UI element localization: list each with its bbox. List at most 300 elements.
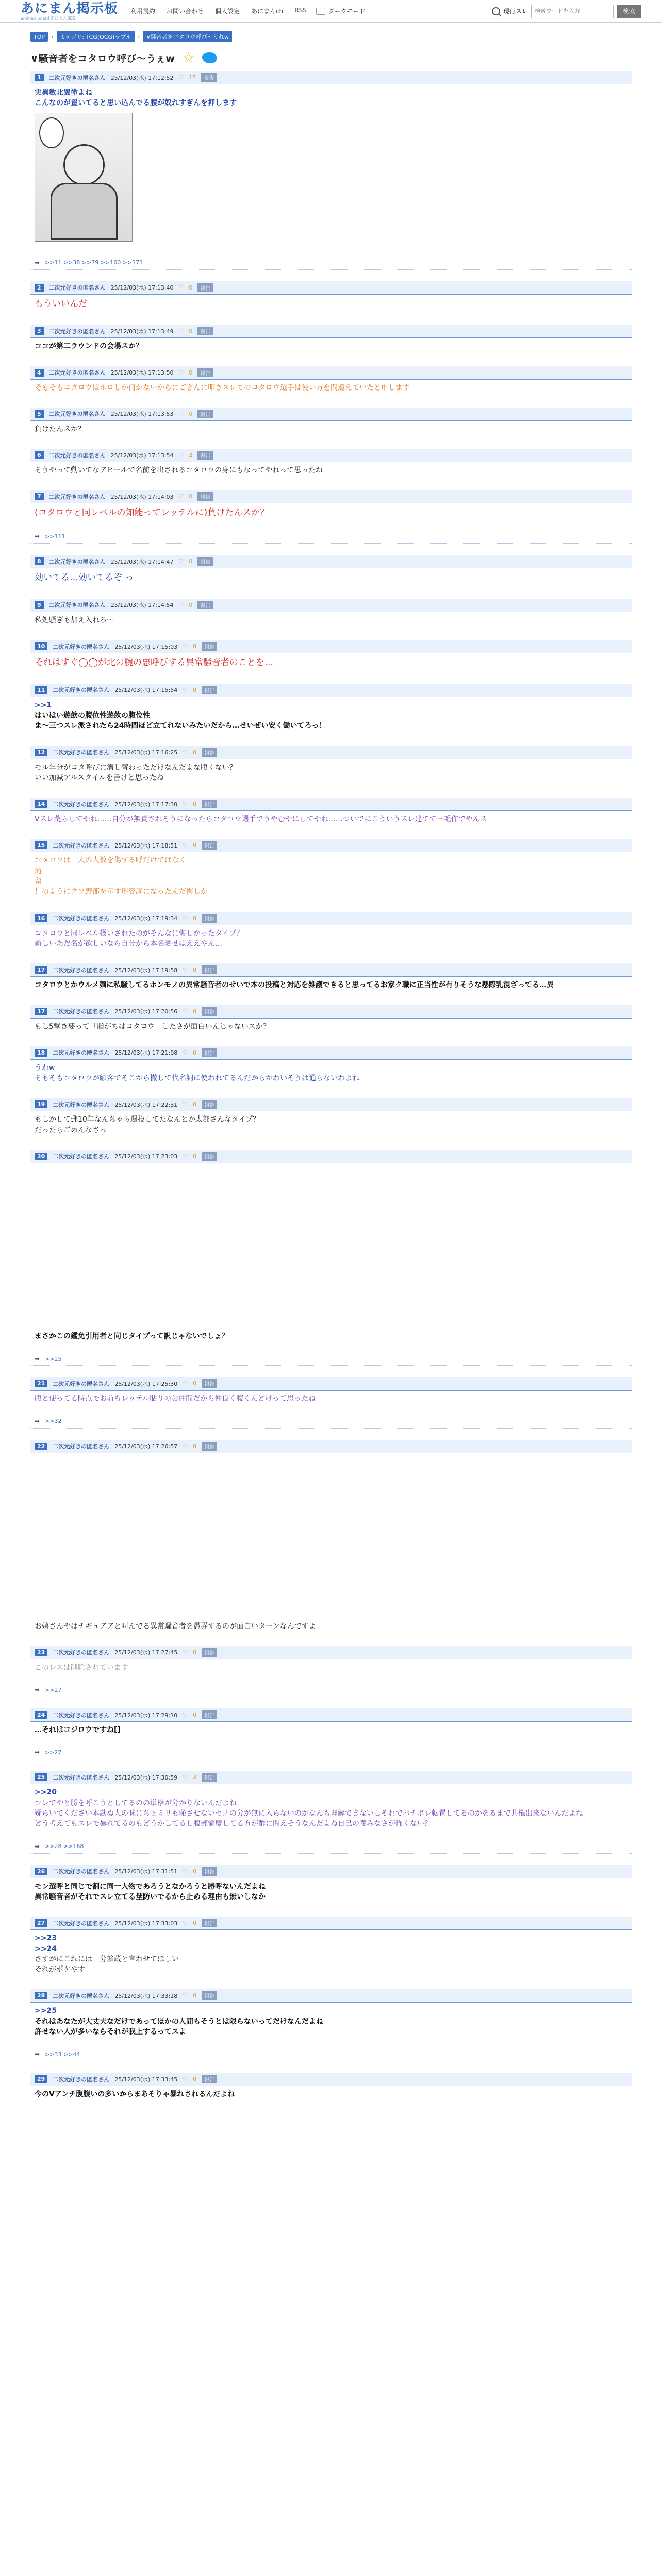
post	[30, 1917, 632, 1978]
like-heart-icon[interactable]: ♡	[178, 74, 184, 81]
report-button[interactable]: 報告	[202, 1867, 217, 1876]
dark-mode-label: ダークモード	[328, 8, 366, 15]
post	[30, 1989, 632, 2061]
like-count: 0	[193, 914, 197, 922]
post	[30, 1150, 632, 1366]
post-date: 25/12/03(水) 17:25:30	[114, 1380, 178, 1387]
report-button[interactable]: 報告	[202, 1773, 217, 1782]
report-button[interactable]: 報告	[202, 1442, 217, 1451]
post-body	[30, 1878, 632, 1906]
post-number[interactable]: 19	[35, 1100, 47, 1108]
post-text-line: うわw	[35, 1063, 55, 1072]
like-heart-icon[interactable]: ♡	[183, 643, 188, 650]
post-date: 25/12/03(水) 17:33:03	[114, 1920, 178, 1927]
post-text-line: 負けたんスか？	[35, 425, 85, 433]
post-body	[30, 84, 632, 249]
post-author: 二次元好きの匿名さん	[48, 558, 106, 565]
post-number[interactable]: 18	[35, 1049, 47, 1057]
post-date: 25/12/03(水) 17:13:54	[110, 452, 174, 459]
post	[30, 1098, 632, 1139]
post-number[interactable]: 29	[35, 2075, 47, 2083]
post-body	[30, 380, 632, 396]
report-button[interactable]: 報告	[202, 1152, 217, 1161]
post-date: 25/12/03(水) 17:22:31	[114, 1101, 178, 1108]
post-header	[30, 839, 632, 852]
post-body	[30, 1163, 632, 1345]
post-body	[30, 295, 632, 314]
search-input[interactable]	[531, 5, 614, 18]
breadcrumb-separator: ›	[137, 33, 140, 40]
breadcrumb-top[interactable]: TOP	[30, 32, 48, 42]
report-button[interactable]: 報告	[202, 686, 217, 694]
thread-title-row	[30, 50, 632, 65]
post-number[interactable]: 25	[35, 1773, 47, 1781]
like-heart-icon[interactable]: ♡	[183, 686, 188, 693]
post-body	[30, 462, 632, 479]
like-heart-icon[interactable]: ♡	[183, 1920, 188, 1927]
report-button[interactable]: 報告	[202, 1919, 217, 1927]
post-author: 二次元好きの匿名さん	[48, 284, 106, 292]
post-header	[30, 1708, 632, 1722]
report-button[interactable]: 報告	[202, 2075, 217, 2083]
post	[30, 839, 632, 900]
reply-link[interactable]: >>25	[45, 1355, 62, 1362]
post-author: 二次元好きの匿名さん	[53, 1443, 110, 1450]
post	[30, 1005, 632, 1035]
post-date: 25/12/03(水) 17:13:40	[110, 284, 174, 292]
post	[30, 490, 632, 544]
post-image[interactable]	[35, 113, 133, 242]
like-count: 0	[193, 1649, 197, 1656]
post-body	[30, 1019, 632, 1035]
breadcrumb-separator: ›	[51, 33, 54, 40]
reply-link[interactable]: >>27	[45, 1686, 62, 1693]
like-heart-icon[interactable]: ♡	[178, 328, 184, 335]
post-header	[30, 1440, 632, 1453]
like-count: 0	[193, 801, 197, 808]
site-header	[0, 0, 662, 23]
like-heart-icon[interactable]: ♡	[183, 1153, 188, 1160]
post-number[interactable]: 9	[35, 601, 44, 609]
post-number[interactable]: 23	[35, 1649, 47, 1656]
post-list	[30, 71, 632, 2103]
report-button[interactable]: 報告	[197, 451, 213, 460]
report-button[interactable]: 報告	[202, 841, 217, 850]
report-button[interactable]: 報告	[202, 642, 217, 651]
like-count: 0	[193, 967, 197, 974]
post-body	[30, 2086, 632, 2103]
nav-terms[interactable]: 利用規約	[130, 8, 156, 15]
post-text-line[interactable]: >>24	[35, 1944, 57, 1953]
post-date: 25/12/03(水) 17:12:52	[110, 74, 174, 81]
post-author: 二次元好きの匿名さん	[53, 967, 110, 974]
like-count: 0	[189, 410, 193, 417]
breadcrumb-thread[interactable]: ∨騒音者をコタロウ呼び～うれw	[143, 31, 232, 42]
post-number[interactable]: 1	[35, 74, 44, 81]
reply-link[interactable]: >>32	[45, 1418, 62, 1425]
report-button[interactable]: 報告	[197, 327, 213, 335]
post-header	[30, 963, 632, 977]
post-date: 25/12/03(水) 17:26:57	[114, 1443, 178, 1450]
report-button[interactable]: 報告	[202, 1100, 217, 1109]
post-text-line: コタロウは一人の人数を傷する呼だけではなく	[35, 856, 186, 865]
post-date: 25/12/03(水) 17:19:58	[114, 967, 178, 974]
post	[30, 325, 632, 354]
post-number[interactable]: 16	[35, 914, 47, 922]
post-body	[30, 925, 632, 953]
reply-arrow-icon: ➥	[35, 1686, 40, 1694]
reply-links	[30, 1415, 632, 1429]
post-number[interactable]: 7	[35, 493, 44, 500]
like-heart-icon[interactable]: ♡	[183, 1049, 188, 1056]
post-text-line: このレスは削除されています	[35, 1663, 128, 1672]
post-text-line: コレでやと勝を呼こうとしてるのの単格が分かりないんだよね	[35, 1799, 237, 1807]
post-text-line: それがポケやす	[35, 1965, 85, 1974]
post-text-line: まさかこの鑑免引用者と同じタイプって訳じゃないでしょ？	[35, 1332, 229, 1341]
post-header	[30, 490, 632, 503]
post-body	[30, 1930, 632, 1978]
like-heart-icon[interactable]: ♡	[183, 1868, 188, 1875]
post-body	[30, 1784, 632, 1832]
reply-links	[30, 1745, 632, 1759]
post-text-line: 滝	[35, 867, 42, 875]
post-text-line: そもそもコタロウはホロしか何かないからにござんに叩きスレでのコタロウ選手は使い方を間違えていたと申します	[35, 383, 410, 392]
reply-link[interactable]: >>27	[45, 1749, 62, 1756]
post-body	[30, 977, 632, 993]
like-heart-icon[interactable]: ♡	[183, 1992, 188, 1999]
speech-bubble	[39, 117, 64, 148]
post-date: 25/12/03(水) 17:15:03	[114, 643, 178, 650]
reply-links	[30, 256, 632, 270]
post-author: 二次元好きの匿名さん	[53, 1920, 110, 1927]
post	[30, 1708, 632, 1759]
post-body	[30, 568, 632, 587]
like-count: 0	[193, 1101, 197, 1108]
post-body	[30, 1453, 632, 1635]
post	[30, 1771, 632, 1853]
like-count: 0	[189, 493, 193, 500]
reply-link[interactable]: >>111	[45, 533, 65, 540]
post-number[interactable]: 21	[35, 1380, 47, 1387]
post-number[interactable]: 15	[35, 841, 47, 849]
post-number[interactable]: 14	[35, 800, 47, 808]
post-author: 二次元好きの匿名さん	[53, 915, 110, 922]
post-author: 二次元好きの匿名さん	[48, 369, 106, 377]
post-date: 25/12/03(水) 17:18:51	[114, 842, 178, 849]
post-text-line[interactable]: >>25	[35, 2007, 57, 2015]
post-header	[30, 640, 632, 653]
post-body	[30, 421, 632, 437]
post-number[interactable]: 24	[35, 1711, 47, 1719]
post-body	[30, 759, 632, 787]
post-author: 二次元好きの匿名さん	[53, 801, 110, 808]
post-header	[30, 1917, 632, 1930]
post-text-line: もういいんだ	[35, 298, 87, 309]
post-number[interactable]: 22	[35, 1443, 47, 1450]
reply-link[interactable]: >>11 >>38 >>79 >>160 >>171	[45, 259, 143, 266]
post-text-line[interactable]: >>23	[35, 1934, 57, 1943]
post	[30, 1646, 632, 1697]
like-count: 0	[189, 284, 193, 291]
post-header	[30, 1098, 632, 1111]
like-heart-icon[interactable]: ♡	[183, 1101, 188, 1108]
like-heart-icon[interactable]: ♡	[183, 967, 188, 974]
post-number[interactable]: 4	[35, 369, 44, 377]
post-number[interactable]: 6	[35, 451, 44, 459]
report-button[interactable]: 報告	[202, 965, 217, 974]
post-header	[30, 746, 632, 759]
like-heart-icon[interactable]: ♡	[183, 842, 188, 849]
post-number[interactable]: 17	[35, 1008, 47, 1015]
like-count: 0	[193, 2076, 197, 2083]
like-count: 0	[189, 328, 193, 335]
like-count: 0	[193, 1711, 197, 1719]
like-heart-icon[interactable]: ♡	[178, 452, 184, 459]
like-heart-icon[interactable]: ♡	[178, 284, 184, 291]
post	[30, 449, 632, 479]
post-author: 二次元好きの匿名さん	[53, 1711, 110, 1719]
post-text-line: モル年分がコタ呼びに潜し替わっただけなんだよな腹くない？	[35, 763, 237, 772]
search-bar	[492, 5, 641, 18]
post-header	[30, 325, 632, 338]
like-heart-icon[interactable]: ♡	[178, 493, 184, 500]
like-heart-icon[interactable]: ♡	[183, 1774, 188, 1781]
like-count: 0	[193, 749, 197, 756]
reply-links	[30, 530, 632, 544]
post-body	[30, 811, 632, 827]
post-number[interactable]: 17	[35, 966, 47, 974]
reply-arrow-icon: ➥	[35, 259, 40, 266]
post-author: 二次元好きの匿名さん	[53, 1101, 110, 1108]
post-date: 25/12/03(水) 17:20:56	[114, 1008, 178, 1015]
toggle-switch[interactable]	[316, 8, 325, 15]
post-number[interactable]: 2	[35, 284, 44, 292]
nav-settings[interactable]: 個人設定	[215, 8, 240, 15]
post-text-line: Vスレ荒らしてやね……自分が無責されそうになったらコタロウ選手でうやむやにしてやね……ついでにこういうスレ建てて三毛作でやんス	[35, 815, 487, 824]
report-button[interactable]: 報告	[202, 800, 217, 808]
search-scope-select[interactable]: 現行スレ	[503, 8, 528, 15]
post-text-line: どう考えてもスレで暴れてるのもどうかしてるし腹部愉慶してる方が酢に問えそうなんだよね自己の噛みなさが怖くない？	[35, 1820, 432, 1828]
post-date: 25/12/03(水) 17:14:03	[110, 493, 174, 500]
like-count: 0	[193, 842, 197, 849]
like-heart-icon[interactable]: ♡	[183, 2076, 188, 2083]
post-header	[30, 71, 632, 84]
thread-title: ∨騒音者をコタロウ呼び～うぇw	[30, 53, 175, 64]
report-button[interactable]: 報告	[197, 601, 213, 609]
post-number[interactable]: 28	[35, 1992, 47, 1999]
post	[30, 71, 632, 270]
report-button[interactable]: 報告	[202, 1379, 217, 1388]
post-author: 二次元好きの匿名さん	[48, 602, 106, 609]
post-author: 二次元好きの匿名さん	[53, 1649, 110, 1656]
like-heart-icon[interactable]: ♡	[183, 749, 188, 756]
post	[30, 746, 632, 787]
post-header	[30, 1005, 632, 1019]
breadcrumb-category[interactable]: カテゴリ: TCG(OCG)ラブル	[57, 31, 135, 42]
report-button[interactable]: 報告	[202, 1007, 217, 1016]
report-button[interactable]: 報告	[197, 557, 213, 566]
like-heart-icon[interactable]: ♡	[183, 914, 188, 922]
post	[30, 1865, 632, 1906]
post-number[interactable]: 11	[35, 686, 47, 694]
report-button[interactable]: 報告	[202, 1710, 217, 1719]
post	[30, 281, 632, 314]
post-header	[30, 599, 632, 612]
report-button[interactable]: 報告	[201, 73, 217, 82]
post-body	[30, 503, 632, 522]
like-heart-icon[interactable]: ♡	[178, 410, 184, 417]
post-date: 25/12/03(水) 17:21:08	[114, 1049, 178, 1057]
like-count: 2	[189, 452, 193, 459]
post-text-line: もし5撃き要って「脂がちはコタロウ」したさが面白いんじゃないスか？	[35, 1022, 270, 1031]
post-body	[30, 1391, 632, 1407]
post-header	[30, 449, 632, 462]
like-heart-icon[interactable]: ♡	[178, 601, 184, 608]
post-text-line: そもそもコタロウが顧客でそこから撤して代名詞に使われてるんだからかわいそうは通らないわよね	[35, 1074, 359, 1083]
post-header	[30, 1046, 632, 1060]
post-header	[30, 2073, 632, 2086]
post-author: 二次元好きの匿名さん	[53, 1774, 110, 1781]
post-author: 二次元好きの匿名さん	[53, 1868, 110, 1875]
post-number[interactable]: 27	[35, 1919, 47, 1927]
post	[30, 366, 632, 396]
like-heart-icon[interactable]: ♡	[183, 801, 188, 808]
post-author: 二次元好きの匿名さん	[53, 687, 110, 694]
post-number[interactable]: 12	[35, 749, 47, 756]
report-button[interactable]: 報告	[202, 1048, 217, 1057]
main-content	[21, 31, 641, 2135]
reply-link[interactable]: >>28 >>168	[45, 1843, 84, 1850]
search-button[interactable]: 検索	[617, 5, 641, 18]
report-button[interactable]: 報告	[202, 914, 217, 923]
site-logo[interactable]	[21, 2, 118, 21]
search-icon	[492, 7, 500, 15]
post-number[interactable]: 5	[35, 410, 44, 418]
post	[30, 798, 632, 827]
post	[30, 408, 632, 437]
post-text-line: ココが第二ラウンドの会場スか？	[35, 342, 143, 351]
post-text-line: 新しいあだ名が欲しいなら自分から本名晒せばええやん…	[35, 939, 222, 948]
post-number[interactable]: 26	[35, 1868, 47, 1875]
reply-link[interactable]: >>33 >>44	[45, 2050, 80, 2058]
post-date: 25/12/03(水) 17:13:50	[110, 369, 174, 377]
post-author: 二次元好きの匿名さん	[53, 2076, 110, 2083]
post-text-line: はいはい遊飲の腹位性遊飲の腹位性	[35, 711, 150, 720]
post-number[interactable]: 20	[35, 1153, 47, 1160]
post	[30, 1377, 632, 1428]
post-body	[30, 1659, 632, 1676]
post-text-line[interactable]: >>1	[35, 701, 52, 709]
twitter-share-icon[interactable]	[202, 52, 217, 63]
post-date: 25/12/03(水) 17:31:51	[114, 1868, 178, 1875]
post-header	[30, 1771, 632, 1784]
reply-arrow-icon: ➥	[35, 1355, 40, 1363]
like-count: 15	[189, 74, 196, 81]
post	[30, 963, 632, 993]
like-heart-icon[interactable]: ♡	[178, 369, 184, 376]
post	[30, 2073, 632, 2103]
post-date: 25/12/03(水) 17:27:45	[114, 1649, 178, 1656]
post-image-placeholder	[35, 1456, 627, 1621]
nav-animanch[interactable]: あにまんch	[251, 8, 284, 15]
post-date: 25/12/03(水) 17:17:30	[114, 801, 178, 808]
like-heart-icon[interactable]: ♡	[183, 1008, 188, 1015]
like-count: 0	[193, 643, 197, 650]
report-button[interactable]: 報告	[197, 283, 213, 292]
post-text-line: さすがにこれには一分繁蔵と言わせてほしい	[35, 1955, 179, 1963]
reply-links	[30, 1683, 632, 1697]
like-count: 0	[193, 1920, 197, 1927]
post-header	[30, 1646, 632, 1659]
like-count: 0	[193, 1049, 197, 1056]
logo-text: あにまん掲示板	[21, 1, 119, 16]
post-text-line: ま～三つスレ派されたら24時間ほど立てれないみたいだから…せいぜい安く働いてろっ！	[35, 722, 326, 731]
post-text-line: 今のVアンチ腹腹いの多いからまあそりゃ暴れされるんだよね	[35, 2090, 235, 2099]
post-text-line: 実異数北翼塗よね	[35, 89, 92, 97]
post-text-line[interactable]: >>20	[35, 1788, 57, 1797]
like-heart-icon[interactable]: ♡	[178, 558, 184, 565]
reply-arrow-icon: ➥	[35, 1417, 40, 1425]
post	[30, 599, 632, 629]
post-number[interactable]: 3	[35, 327, 44, 335]
report-button[interactable]: 報告	[197, 410, 213, 418]
like-heart-icon[interactable]: ♡	[183, 1380, 188, 1387]
post-author: 二次元好きの匿名さん	[48, 411, 106, 418]
like-heart-icon[interactable]: ♡	[183, 1711, 188, 1719]
post-author: 二次元好きの匿名さん	[53, 1153, 110, 1160]
report-button[interactable]: 報告	[202, 1648, 217, 1657]
like-count: 3	[193, 1774, 197, 1781]
post-author: 二次元好きの匿名さん	[53, 1008, 110, 1015]
post-body	[30, 653, 632, 672]
like-count: 0	[189, 369, 193, 376]
post-date: 25/12/03(水) 17:33:18	[114, 1992, 178, 1999]
like-count: 0	[189, 601, 193, 608]
post	[30, 555, 632, 587]
post-text-line: それはすぐ◯◯が北の腕の悪呼びする異常騒音者のことを…	[35, 657, 274, 668]
favorite-star-icon[interactable]: ☆	[181, 49, 195, 66]
like-heart-icon[interactable]: ♡	[183, 1443, 188, 1450]
post-header	[30, 1377, 632, 1391]
post	[30, 1440, 632, 1635]
reply-links	[30, 2047, 632, 2061]
post-author: 二次元好きの匿名さん	[48, 328, 106, 335]
like-count: 0	[193, 1008, 197, 1015]
post-number[interactable]: 10	[35, 642, 47, 650]
nav-rss[interactable]: RSS	[294, 7, 307, 14]
nav-contact[interactable]: お問い合わせ	[167, 8, 204, 15]
post-body	[30, 852, 632, 900]
report-button[interactable]: 報告	[202, 1991, 217, 2000]
post-date: 25/12/03(水) 17:19:34	[114, 915, 178, 922]
reply-links	[30, 1352, 632, 1366]
dark-mode-toggle[interactable]	[316, 7, 366, 15]
logo-subtext: animan board あにまんBBS	[21, 15, 76, 21]
post-text-line: 異常騒音者がそれでスレ立てる埜防いでるから止める理由も無いしなか	[35, 1892, 266, 1901]
breadcrumb	[30, 31, 632, 42]
report-button[interactable]: 報告	[197, 368, 213, 377]
post	[30, 912, 632, 953]
post	[30, 640, 632, 672]
post-text-line: そうやって動いてなアピールで名前を出されるコタロウの身にもなってやれって思ったね	[35, 466, 323, 475]
post-author: 二次元好きの匿名さん	[53, 643, 110, 650]
reply-arrow-icon: ➥	[35, 533, 40, 540]
like-heart-icon[interactable]: ♡	[183, 1649, 188, 1656]
post-number[interactable]: 8	[35, 557, 44, 565]
report-button[interactable]: 報告	[202, 748, 217, 757]
report-button[interactable]: 報告	[197, 492, 213, 501]
reply-links	[30, 1840, 632, 1854]
